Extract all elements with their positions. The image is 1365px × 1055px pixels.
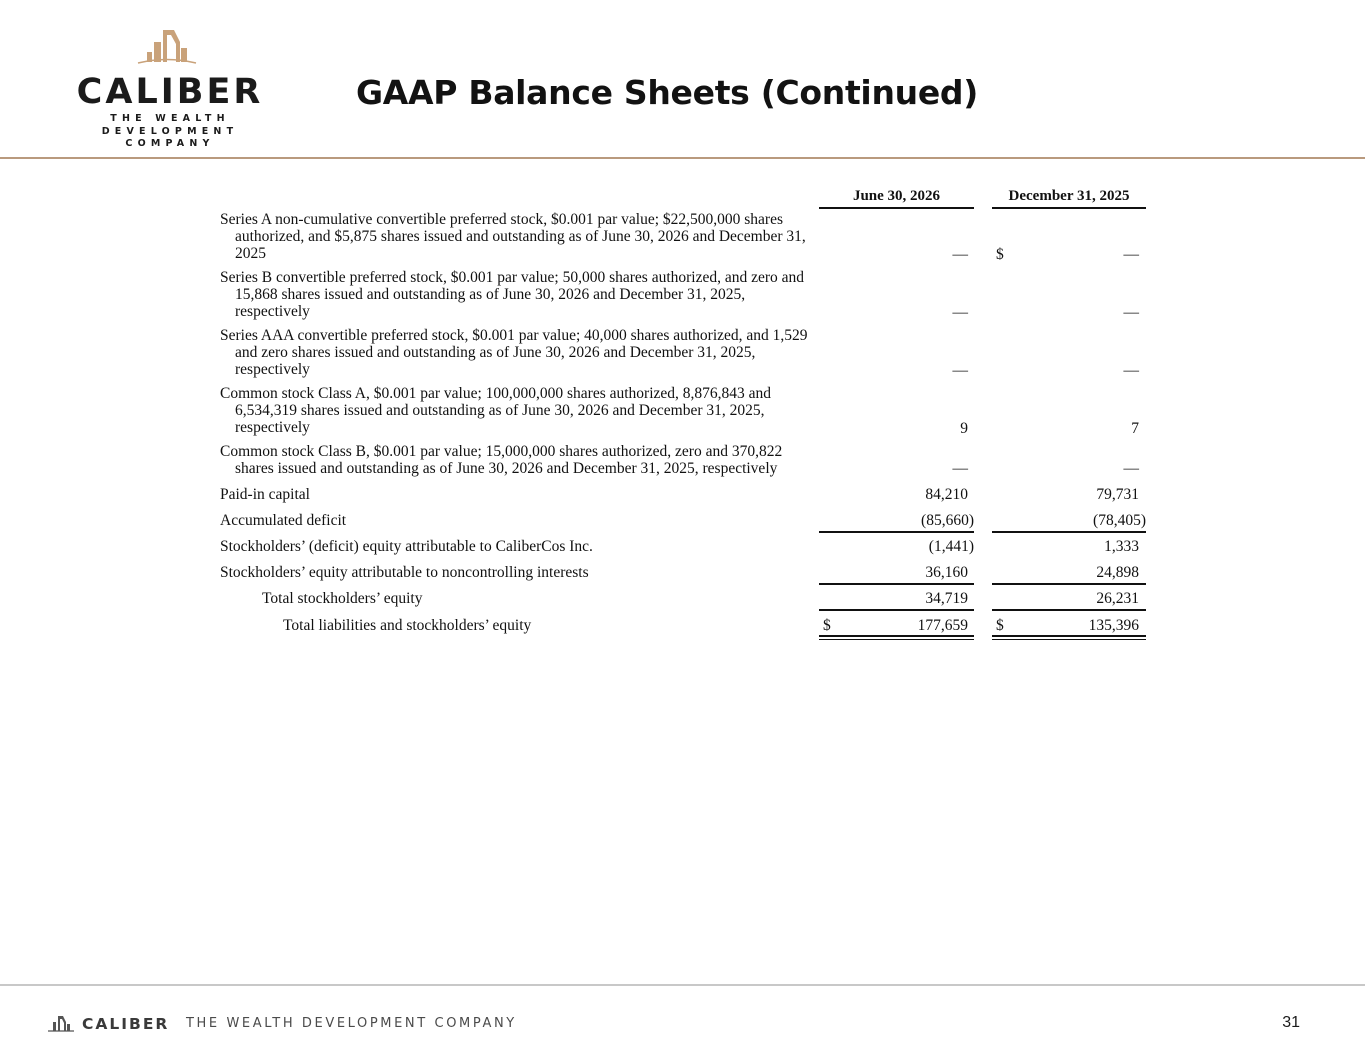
row-label: Stockholders’ (deficit) equity attributable to CaliberCos Inc. [220, 538, 593, 555]
subtotal-rule [992, 609, 1146, 611]
subtotal-rule [819, 609, 974, 611]
subtotal-rule [819, 531, 974, 533]
row-value-december-2025: — [1123, 460, 1139, 477]
header-divider [0, 157, 1365, 159]
row-value-december-2025: 24,898 [1096, 564, 1139, 581]
logo-brand-name: CALIBER [76, 72, 264, 112]
table-row [220, 385, 1150, 437]
row-value-june-2026: (85,660) [921, 512, 974, 529]
row-label: Total liabilities and stockholders’ equity [283, 617, 532, 634]
row-label: Total stockholders’ equity [262, 590, 423, 607]
column-header-underline [819, 207, 974, 209]
row-label: Series AAA convertible preferred stock, $0.001 par value; 40,000 shares authorized, and 1,529 and zero shares issued and outstanding as of June 30, 2026 and December 31, 2025, respectively [220, 327, 808, 378]
page-title: GAAP Balance Sheets (Continued) [356, 73, 979, 112]
row-value-june-2026: (1,441) [928, 538, 974, 555]
footer-brand-name: CALIBER [82, 1015, 170, 1033]
row-value-december-2025: 7 [1131, 420, 1139, 437]
caliber-footer-logo-icon [48, 1014, 74, 1032]
table-row [220, 617, 1150, 637]
table-row [220, 443, 1150, 481]
footer-divider [0, 984, 1365, 986]
subtotal-rule [992, 583, 1146, 585]
table-row [220, 486, 1150, 506]
caliber-buildings-logo-icon [136, 26, 198, 68]
row-label: Series B convertible preferred stock, $0.001 par value; 50,000 shares authorized, and zero and 15,868 shares issued and outstanding as of June 30, 2026 and December 31, 2025, respectively [220, 269, 805, 320]
column-header-june-2026: June 30, 2026 [852, 188, 941, 204]
row-value-december-2025: (78,405) [1093, 512, 1146, 529]
row-value-december-2025: 26,231 [1096, 590, 1139, 607]
row-label: Common stock Class A, $0.001 par value; 100,000,000 shares authorized, 8,876,843 and 6,534,319 shares issued and outstanding as of June 30, 2026 and December 31, 2025, respectively [220, 385, 772, 436]
row-value-december-2025: — [1123, 246, 1139, 263]
row-value-december-2025: — [1123, 362, 1139, 379]
row-label: Paid-in capital [220, 486, 310, 503]
table-row [220, 327, 1150, 379]
total-double-rule [819, 639, 974, 641]
total-double-rule [992, 635, 1146, 637]
row-value-june-2026: 84,210 [925, 486, 968, 503]
total-double-rule [819, 635, 974, 637]
page-number: 31 [1282, 1014, 1300, 1031]
column-header-underline [992, 207, 1146, 209]
table-row [220, 211, 1150, 263]
subtotal-rule [819, 583, 974, 585]
row-value-december-2025: 135,396 [1088, 617, 1139, 634]
table-row [220, 564, 1150, 584]
row-value-december-2025: — [1123, 304, 1139, 321]
row-label: Common stock Class B, $0.001 par value; 15,000,000 shares authorized, zero and 370,822 shares issued and outstanding as of June 30, 2026 and December 31, 2025, respectively [220, 443, 783, 477]
row-value-june-2026: 36,160 [925, 564, 968, 581]
row-label: Series A non-cumulative convertible preferred stock, $0.001 par value; $22,500,000 shares authorized, and $5,875 shares issued and outstanding as of June 30, 2026 and December 31, 2025 [220, 211, 806, 262]
row-value-june-2026: 34,719 [925, 590, 968, 607]
table-row [220, 269, 1150, 321]
table-row [220, 512, 1150, 532]
table-row [220, 538, 1150, 558]
logo-tagline-line1: THE WEALTH DEVELOPMENT [101, 113, 239, 137]
logo-tagline-line2: COMPANY [125, 138, 215, 149]
table-row [220, 590, 1150, 610]
total-double-rule [992, 639, 1146, 641]
currency-symbol: $ [996, 246, 1004, 263]
row-value-june-2026: — [952, 460, 968, 477]
row-value-june-2026: — [952, 362, 968, 379]
row-value-june-2026: — [952, 246, 968, 263]
row-value-december-2025: 1,333 [1104, 538, 1139, 555]
row-label: Stockholders’ equity attributable to noncontrolling interests [220, 564, 589, 581]
caliber-logo [48, 26, 298, 149]
row-value-june-2026: 177,659 [917, 617, 968, 634]
currency-symbol: $ [823, 617, 831, 634]
column-header-december-2025: December 31, 2025 [1008, 188, 1130, 204]
row-value-june-2026: — [952, 304, 968, 321]
logo-tagline [48, 113, 292, 151]
currency-symbol: $ [996, 617, 1004, 634]
row-label: Accumulated deficit [220, 512, 347, 529]
row-value-december-2025: 79,731 [1096, 486, 1139, 503]
subtotal-rule [992, 531, 1146, 533]
row-value-june-2026: 9 [960, 420, 968, 437]
footer-tagline: THE WEALTH DEVELOPMENT COMPANY [186, 1016, 517, 1031]
